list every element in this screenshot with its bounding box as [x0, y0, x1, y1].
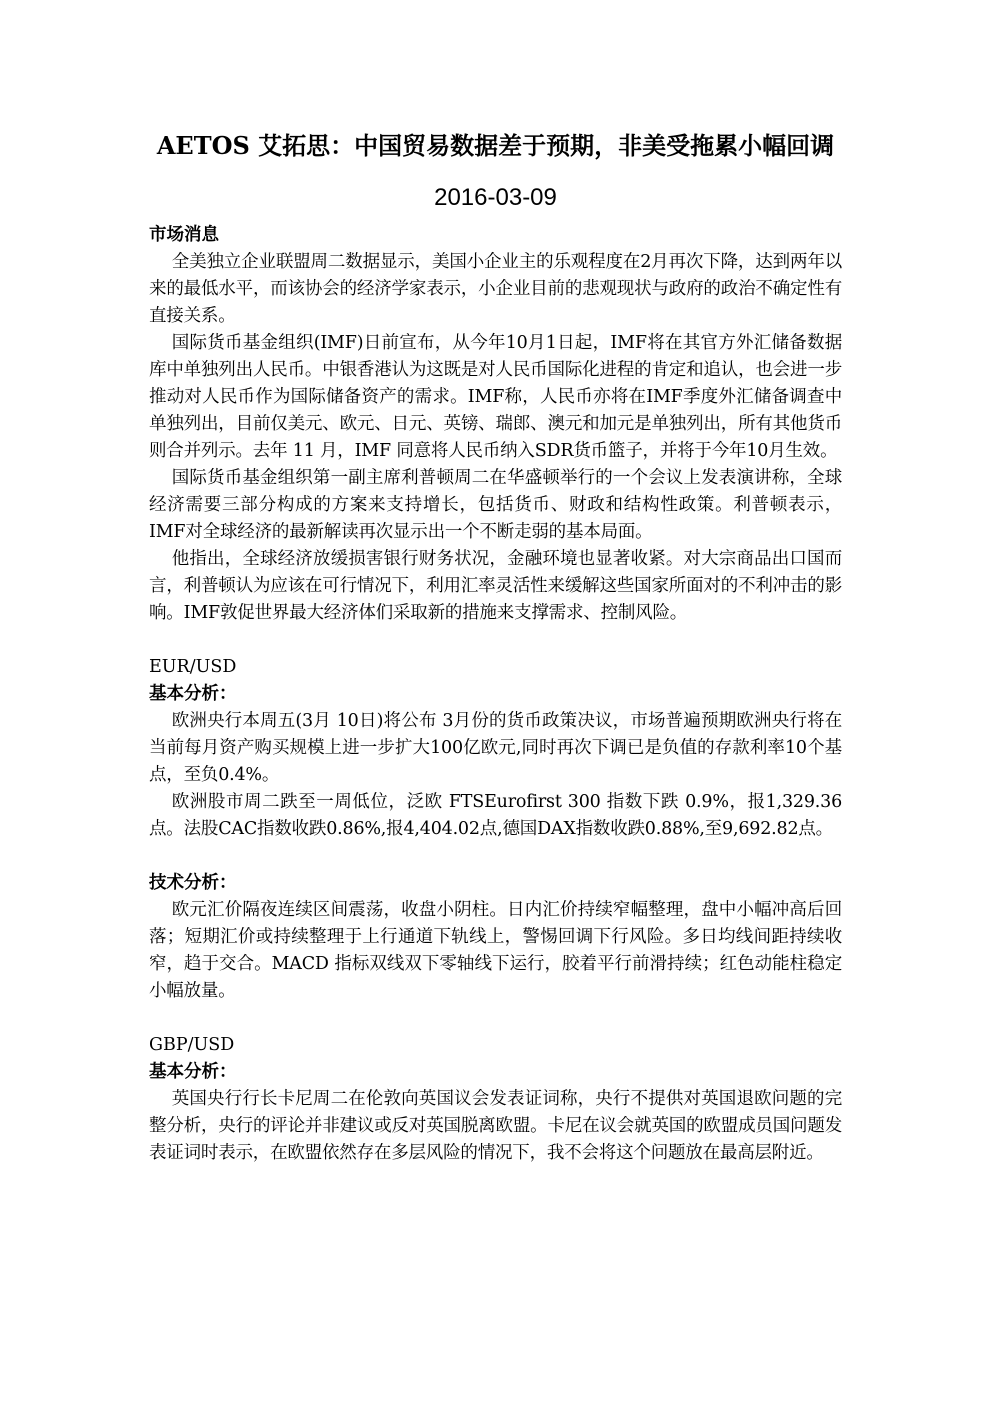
eurusd-fundamental-heading: 基本分析：	[149, 684, 237, 704]
market-news-paragraph: 国际货币基金组织(IMF)日前宣布，从今年10月1日起，IMF将在其官方外汇储备数据库中单独列出人民币。中银香港认为这既是对人民币国际化进程的肯定和追认，也会进一步推动对人民币作为国际储备资产的需求。IMF称，人民币亦将在IMF季度外汇储备调查中单独列出，目前仅美元、欧元、日元、英镑、瑞郎、澳元和加元是单独列出，所有其他货币则合并列示。去年 11 月，IMF 同意将人民币纳入SDR货币篮子，并将于今年10月生效。	[149, 333, 842, 461]
gbpusd-fundamental-heading: 基本分析：	[149, 1062, 237, 1082]
market-news-section	[149, 222, 842, 627]
market-news-paragraph: 全美独立企业联盟周二数据显示，美国小企业主的乐观程度在2月再次下降，达到两年以来的最低水平，而该协会的经济学家表示，小企业目前的悲观现状与政府的政治不确定性有直接关系。	[149, 252, 842, 326]
eurusd-technical-paragraph: 欧元汇价隔夜连续区间震荡，收盘小阴柱。日内汇价持续窄幅整理，盘中小幅冲高后回落；短期汇价或持续整理于上行通道下轨线上，警惕回调下行风险。多日均线间距持续收窄，趋于交合。MACD 指标双线双下零轴线下运行，胶着平行前滑持续；红色动能柱稳定小幅放量。	[149, 900, 842, 1001]
section-spacer	[149, 627, 842, 654]
document-page	[149, 126, 842, 1167]
eurusd-fundamental-paragraph: 欧洲央行本周五(3月 10日)将公布 3月份的货币政策决议，市场普遍预期欧洲央行将在当前每月资产购买规模上进一步扩大100亿欧元,同时再次下调已是负值的存款利率10个基点，至负0.4%。	[149, 711, 842, 785]
eurusd-fundamental-paragraph: 欧洲股市周二跌至一周低位，泛欧 FTSEurofirst 300 指数下跌 0.9%，报1,329.36点。法股CAC指数收跌0.86%,报4,404.02点,德国DAX指数收跌0.88%,至9,692.82点。	[149, 792, 842, 839]
market-news-heading: 市场消息	[149, 225, 219, 245]
eurusd-pair-label: EUR/USD	[149, 657, 237, 677]
market-news-paragraph: 他指出，全球经济放缓损害银行财务状况，金融环境也显著收紧。对大宗商品出口国而言，利普顿认为应该在可行情况下，利用汇率灵活性来缓解这些国家所面对的不利冲击的影响。IMF敦促世界最大经济体们采取新的措施来支撑需求、控制风险。	[149, 549, 842, 623]
gbpusd-fundamental-paragraph: 英国央行行长卡尼周二在伦敦向英国议会发表证词称，央行不提供对英国退欧问题的完整分析，央行的评论并非建议或反对英国脱离欧盟。卡尼在议会就英国的欧盟成员国问题发表证词时表示，在欧盟依然存在多层风险的情况下，我不会将这个问题放在最高层附近。	[149, 1089, 842, 1163]
gbpusd-section	[149, 1032, 842, 1167]
market-news-paragraph: 国际货币基金组织第一副主席利普顿周二在华盛顿举行的一个会议上发表演讲称，全球经济需要三部分构成的方案来支持增长，包括货币、财政和结构性政策。利普顿表示，IMF对全球经济的最新解读再次显示出一个不断走弱的基本局面。	[149, 468, 842, 542]
eurusd-section	[149, 654, 842, 1005]
eurusd-technical-heading: 技术分析：	[149, 873, 237, 893]
document-date: 2016-03-09	[434, 184, 557, 211]
section-spacer	[149, 843, 842, 870]
section-spacer	[149, 1005, 842, 1032]
document-title: AETOS 艾拓思：中国贸易数据差于预期，非美受拖累小幅回调	[156, 131, 835, 160]
gbpusd-pair-label: GBP/USD	[149, 1035, 235, 1055]
